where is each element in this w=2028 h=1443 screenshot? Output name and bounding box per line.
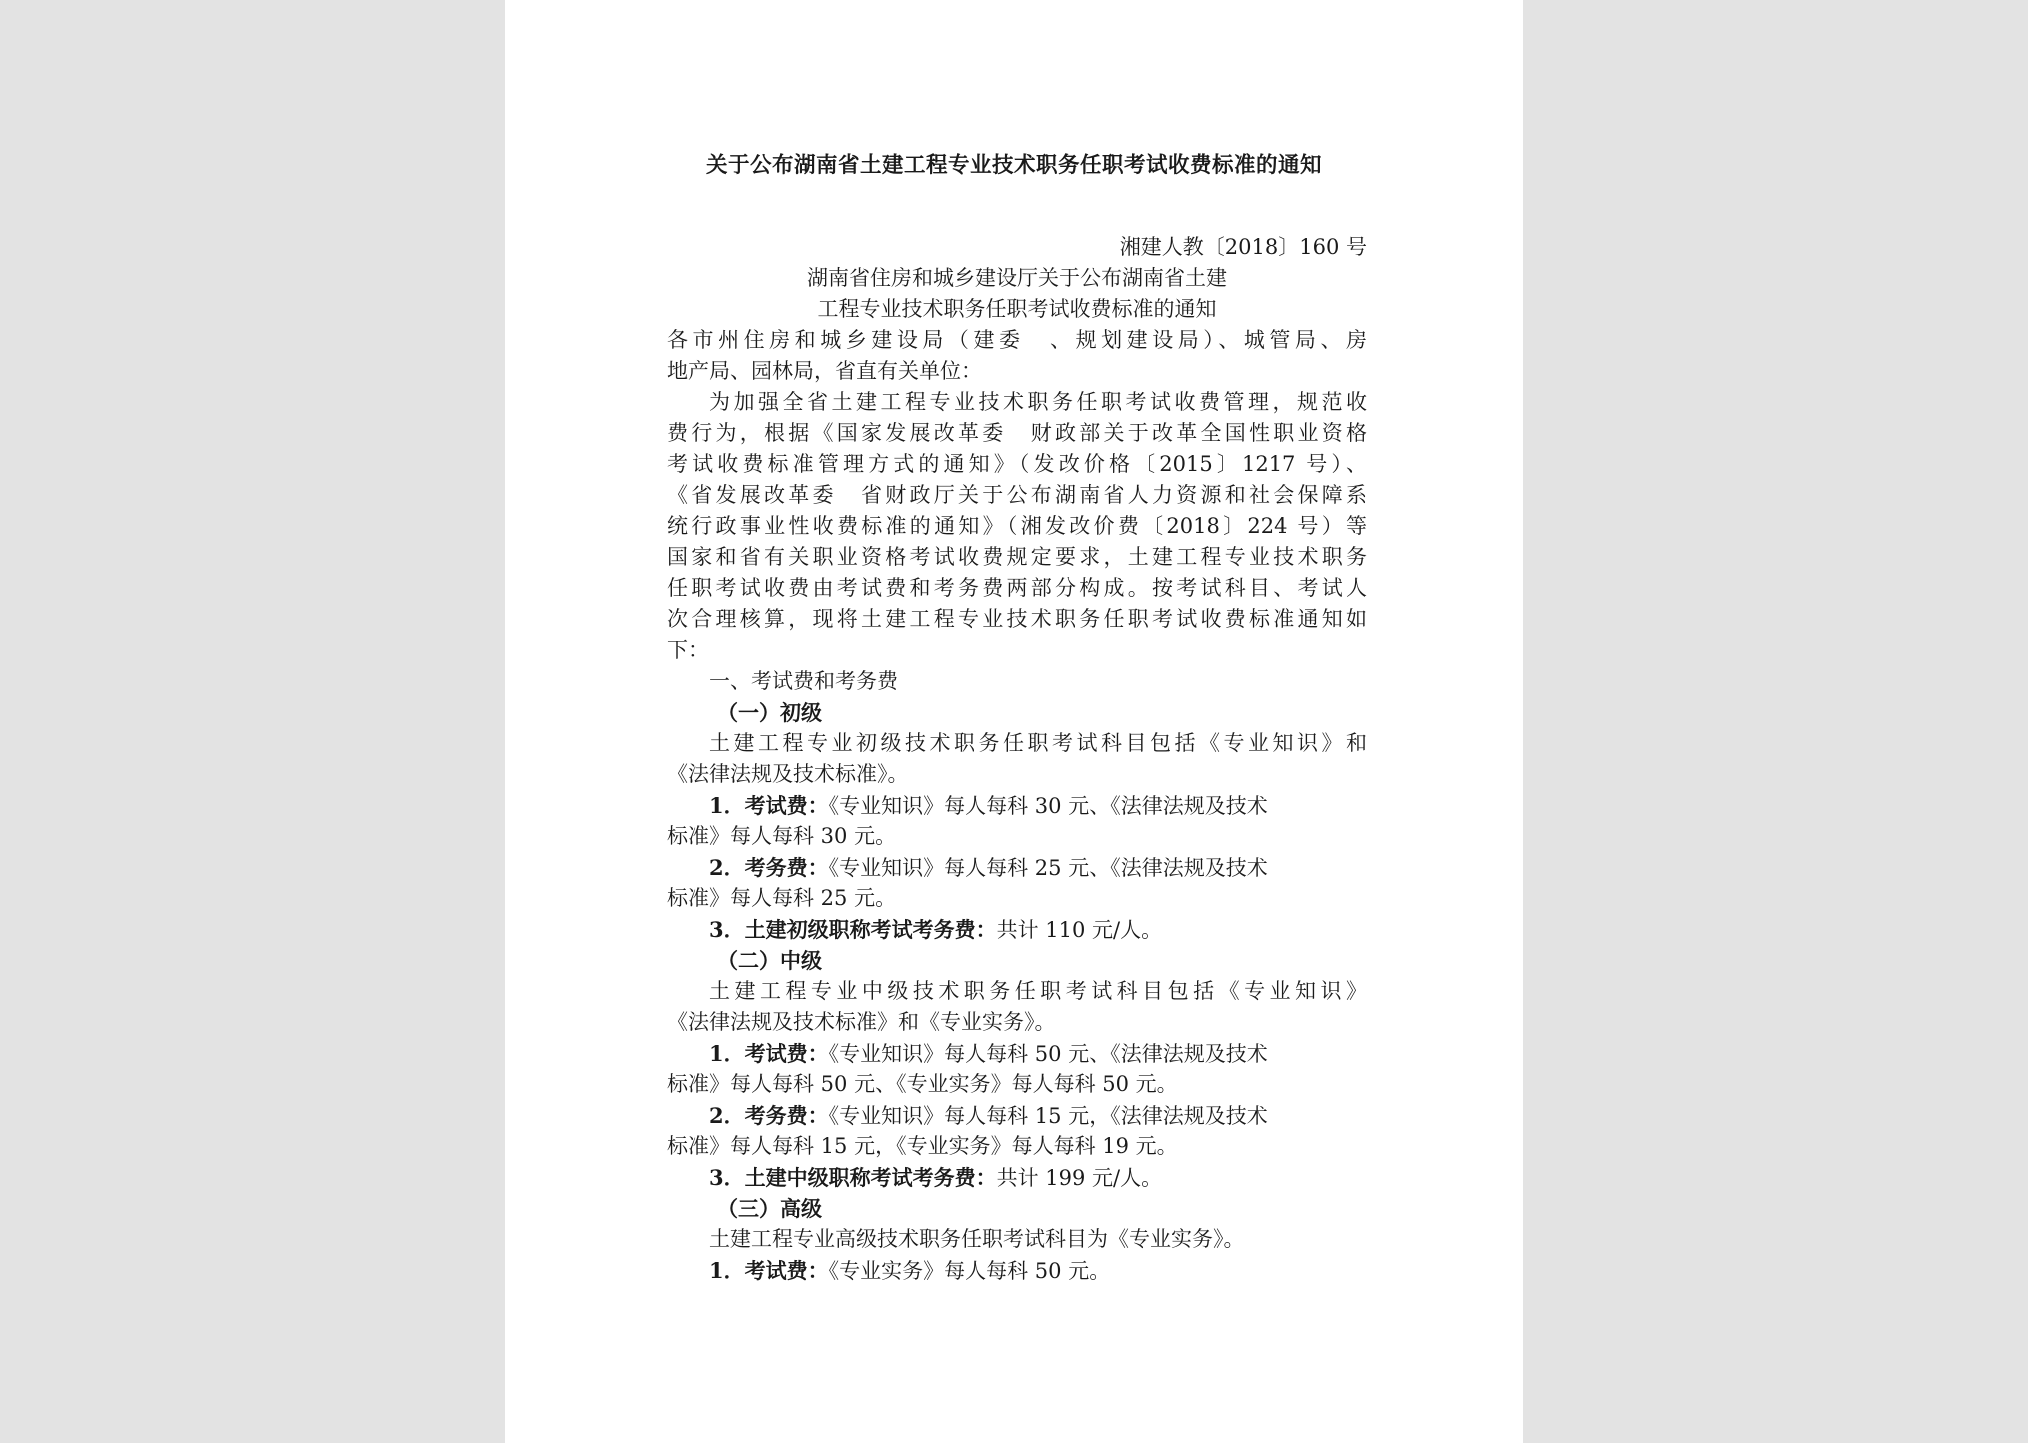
intermediate-desc-line-1: 土建工程专业中级技术职务任职考试科目包括《专业知识》: [709, 979, 1367, 1003]
intermediate-exam-fee-cont: 标准》每人每科 50 元、《专业实务》每人每科 50 元。: [667, 1072, 1178, 1096]
heading-line-1: 湖南省住房和城乡建设厅关于公布湖南省土建: [807, 266, 1227, 290]
junior-exam-fee-label: 1．考试费：: [709, 793, 829, 818]
junior-exam-fee: [667, 790, 1367, 821]
junior-total: [667, 914, 1367, 945]
intro-line-1: 为加强全省土建工程专业技术职务任职考试收费管理，规范收: [709, 390, 1367, 414]
intermediate-service-fee-cont: 标准》每人每科 15 元，《专业实务》每人每科 19 元。: [667, 1134, 1178, 1158]
intermediate-total-label: 3．土建中级职称考试考务费：: [709, 1165, 997, 1190]
intermediate-service-fee: [667, 1100, 1367, 1131]
intro-line-8: 次合理核算，现将土建工程专业技术职务任职考试收费标准通知如: [667, 607, 1367, 631]
junior-total-text: 共计 110 元/人。: [996, 918, 1163, 942]
intermediate-service-fee-label: 2．考务费：: [709, 1103, 829, 1128]
intermediate-desc-line-2: 《法律法规及技术标准》和《专业实务》。: [667, 1010, 1056, 1034]
junior-service-fee-cont: 标准》每人每科 25 元。: [667, 886, 897, 910]
intermediate-exam-fee-label: 1．考试费：: [709, 1041, 829, 1066]
intermediate-exam-fee-text: 《专业知识》每人每科 50 元、《法律法规及技术: [828, 1042, 1268, 1066]
intermediate-total-text: 共计 199 元/人。: [996, 1166, 1163, 1190]
senior-heading: （三）高级: [717, 1196, 822, 1221]
junior-service-fee: [667, 852, 1367, 883]
heading-line-2: 工程专业技术职务任职考试收费标准的通知: [817, 297, 1217, 321]
section-1-title: 一、考试费和考务费: [709, 669, 898, 693]
junior-service-fee-label: 2．考务费：: [709, 855, 829, 880]
intermediate-service-fee-text: 《专业知识》每人每科 15 元，《法律法规及技术: [828, 1104, 1268, 1128]
document-page: [505, 0, 1523, 1443]
intro-line-6: 国家和省有关职业资格考试收费规定要求，土建工程专业技术职务: [667, 545, 1367, 569]
junior-desc-line-1: 土建工程专业初级技术职务任职考试科目包括《专业知识》和: [709, 731, 1367, 755]
junior-heading: （一）初级: [717, 700, 822, 725]
senior-exam-fee-text: 《专业实务》每人每科 50 元。: [828, 1259, 1111, 1283]
senior-desc: 土建工程专业高级技术职务任职考试科目为《专业实务》。: [709, 1227, 1245, 1251]
junior-service-fee-text: 《专业知识》每人每科 25 元、《法律法规及技术: [828, 856, 1268, 880]
junior-total-label: 3．土建初级职称考试考务费：: [709, 917, 997, 942]
intro-line-2: 费行为，根据《国家发展改革委 财政部关于改革全国性职业资格: [667, 421, 1367, 445]
junior-exam-fee-text: 《专业知识》每人每科 30 元、《法律法规及技术: [828, 794, 1268, 818]
document-title: 关于公布湖南省土建工程专业技术职务任职考试收费标准的通知: [705, 153, 1322, 178]
intro-line-4: 《省发展改革委 省财政厅关于公布湖南省人力资源和社会保障系: [667, 483, 1367, 507]
intro-line-9: 下：: [667, 638, 709, 662]
junior-exam-fee-cont: 标准》每人每科 30 元。: [667, 824, 897, 848]
senior-exam-fee: [667, 1255, 1367, 1286]
intermediate-exam-fee: [667, 1038, 1367, 1069]
junior-desc-line-2: 《法律法规及技术标准》。: [667, 762, 909, 786]
intro-line-7: 任职考试收费由考试费和考务费两部分构成。按考试科目、考试人: [667, 576, 1367, 600]
intermediate-heading: （二）中级: [717, 948, 822, 973]
recipients-line-2: 地产局、园林局，省直有关单位：: [667, 359, 982, 383]
intro-line-3: 考试收费标准管理方式的通知》（发改价格〔2015〕1217 号）、: [667, 452, 1367, 476]
document-number: 湘建人教〔2018〕160 号: [1119, 235, 1367, 259]
recipients-line-1: 各市州住房和城乡建设局（建委 、规划建设局）、城管局、房: [667, 328, 1367, 352]
document-body: [667, 232, 1367, 1286]
intermediate-total: [667, 1162, 1367, 1193]
intro-line-5: 统行政事业性收费标准的通知》（湘发改价费〔2018〕224 号）等: [667, 514, 1367, 538]
senior-exam-fee-label: 1．考试费：: [709, 1258, 829, 1283]
